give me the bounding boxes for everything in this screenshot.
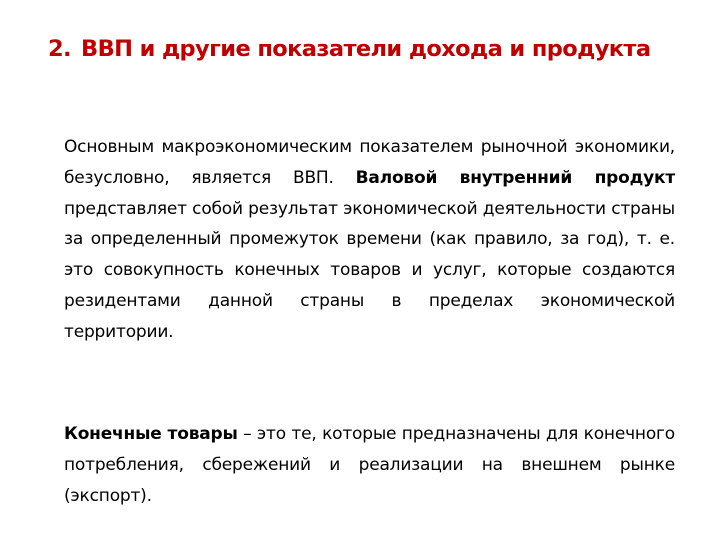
- slide-title: [48, 34, 688, 64]
- term-gdp: Валовой внутренний продукт: [355, 167, 675, 188]
- title-text: ВВП и другие показатели дохода и продукта: [81, 36, 651, 62]
- term-final-goods: Конечные товары: [64, 424, 238, 444]
- paragraph2-rest: – это те, которые предназначены для конечного потребления, сбережений и реализации на внешнем рынке (экспорт).: [64, 424, 675, 506]
- paragraph-gdp-definition: [64, 132, 675, 348]
- title-number: 2.: [48, 36, 72, 62]
- paragraph-final-goods: [64, 419, 675, 511]
- paragraph1-lead: Основным макроэкономическим показателем рыночной экономики, безусловно, является ВВП.: [64, 137, 675, 188]
- paragraph1-rest: представляет собой результат экономической деятельности страны за определенный промежуток времени (как правило, за год), т. е. это совокупность конечных товаров и услуг, которые создаются резидентами данной страны в пределах экономической территории.: [64, 198, 675, 342]
